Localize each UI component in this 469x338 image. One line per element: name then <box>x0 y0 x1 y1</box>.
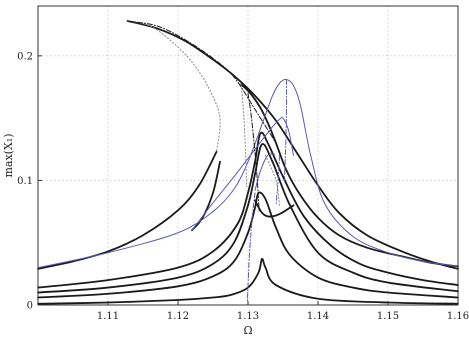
ticks-group <box>17 51 469 322</box>
x-tick-label: 1.11 <box>96 311 120 322</box>
series-line-5 <box>241 84 458 266</box>
series-line-13 <box>128 21 276 143</box>
grid <box>38 6 458 305</box>
y-tick-label: 0 <box>26 300 33 312</box>
y-axis-label: max(X₁) <box>2 133 15 178</box>
series-line-12 <box>128 21 221 152</box>
y-tick-label: 0.2 <box>17 51 33 63</box>
x-tick-label: 1.15 <box>376 311 400 322</box>
series-line-6 <box>128 21 458 269</box>
x-tick-label: 1.13 <box>236 311 260 322</box>
y-tick-label: 0.1 <box>17 175 33 187</box>
x-tick-label: 1.12 <box>166 311 190 322</box>
series-line-4 <box>38 152 217 269</box>
series-line-8 <box>255 200 294 216</box>
x-axis-label: Ω <box>243 324 253 337</box>
x-tick-label: 1.16 <box>446 311 469 322</box>
x-tick-label: 1.14 <box>306 311 330 322</box>
